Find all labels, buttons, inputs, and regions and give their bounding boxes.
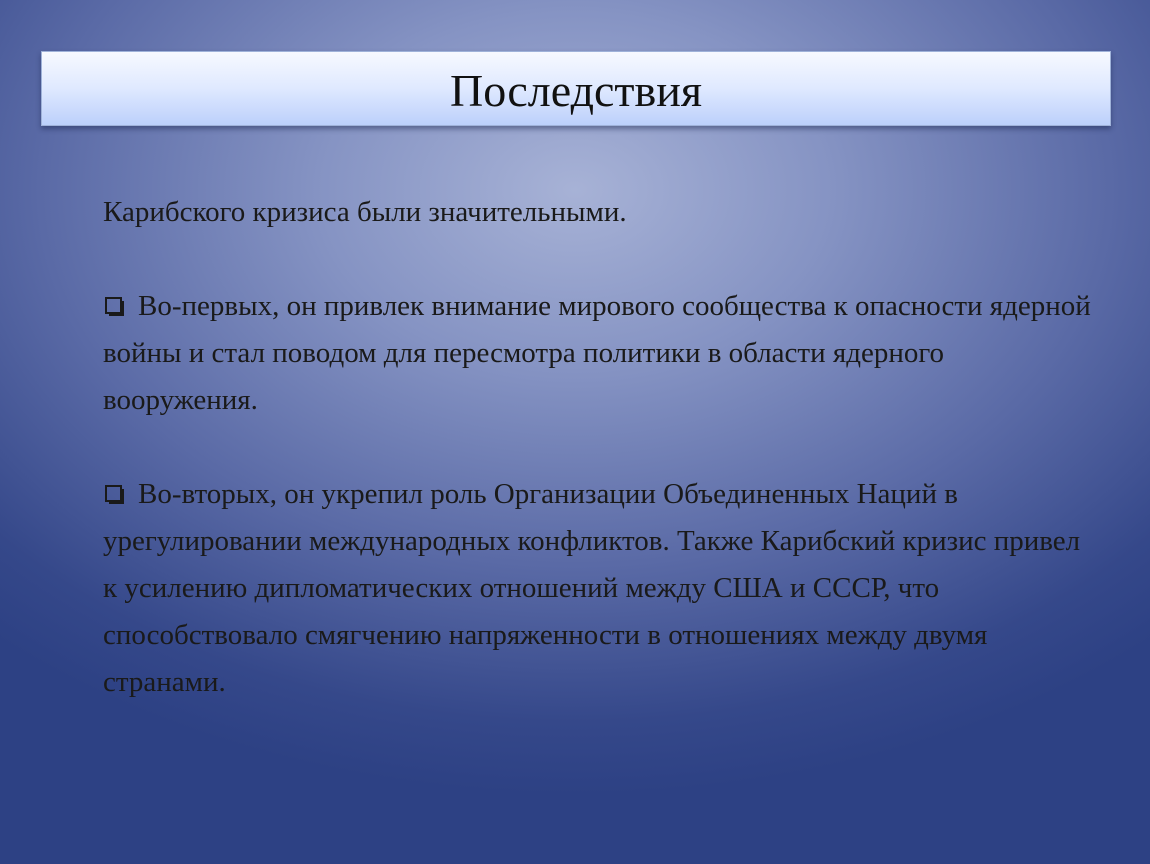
bullet-item-1 — [103, 283, 1093, 424]
bullet-text-2: Во-вторых, он укрепил роль Организации Объединенных Наций в урегулировании международных конфликтов. Также Карибский кризис привел к усилению дипломатических отношений между США и СССР, что способствовало смягчению напряженности в отношениях между двумя странами. — [103, 478, 1081, 698]
slide-body — [103, 189, 1093, 753]
intro-paragraph: Карибского кризиса были значительными. — [103, 196, 627, 228]
slide-title: Последствия — [450, 64, 702, 116]
checkbox-icon — [105, 485, 122, 502]
title-bar — [41, 51, 1111, 126]
bullet-item-2 — [103, 471, 1093, 706]
bullet-text-1: Во-первых, он привлек внимание мирового сообщества к опасности ядерной войны и стал поводом для пересмотра политики в области ядерного вооружения. — [103, 290, 1091, 416]
checkbox-icon — [105, 297, 122, 314]
